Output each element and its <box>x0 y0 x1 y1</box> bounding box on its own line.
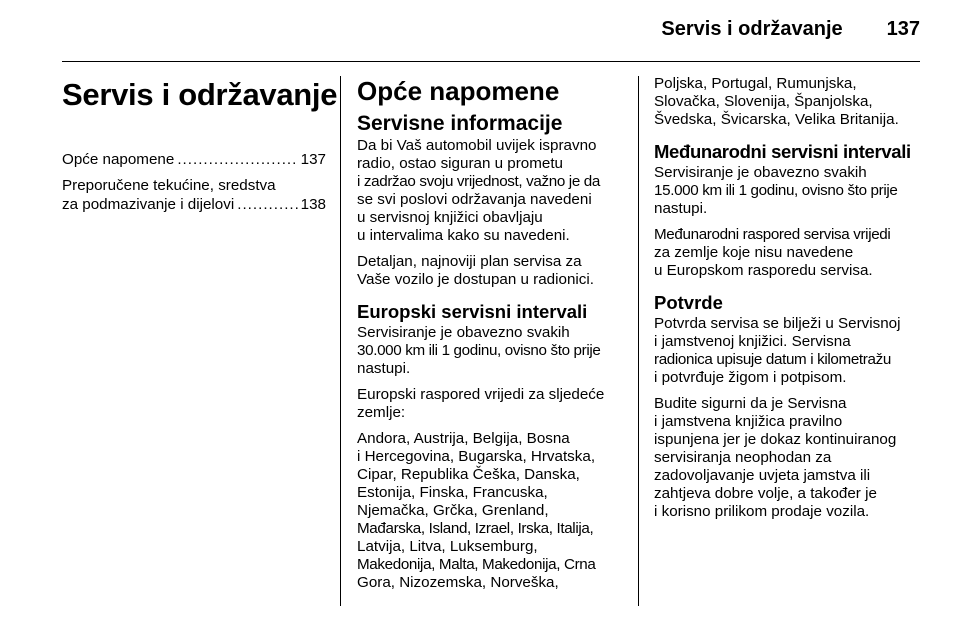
paragraph <box>357 253 623 289</box>
paragraph-country-list <box>357 430 623 592</box>
paragraph <box>654 226 922 280</box>
column-toc <box>62 70 338 221</box>
column-intervals-confirmations <box>654 75 922 529</box>
text-line: se svi poslovi održavanja navedeni <box>357 191 592 208</box>
text-line: Andora, Austrija, Belgija, Bosna <box>357 430 570 447</box>
toc-line <box>62 150 326 169</box>
text-line: Makedonija, Malta, Makedonija, Crna <box>357 556 596 573</box>
running-header-title: Servis i održavanje <box>661 18 843 40</box>
text-line: Estonija, Finska, Francuska, <box>357 484 548 501</box>
text-line: Budite sigurni da je Servisna <box>654 395 847 412</box>
text-line: Cipar, Republika Češka, Danska, <box>357 466 580 483</box>
text-line: i zadržao svoju vrijednost, važno je da <box>357 173 600 190</box>
heading-european-intervals: Europski servisni intervali <box>357 301 588 322</box>
paragraph <box>357 386 623 422</box>
toc-entry-page: 137 <box>300 151 326 168</box>
text-line: i Hercegovina, Bugarska, Hrvatska, <box>357 448 596 465</box>
text-line: Detaljan, najnoviji plan servisa za <box>357 253 582 270</box>
text-line: ispunjena jer je dokaz kontinuiranog <box>654 431 897 448</box>
running-header <box>661 18 920 41</box>
text-line: zemlje: <box>357 404 406 421</box>
text-line: Latvija, Litva, Luksemburg, <box>357 538 538 555</box>
text-line: u Europskom rasporedu servisa. <box>654 262 873 279</box>
toc-entry[interactable] <box>62 150 326 169</box>
paragraph <box>654 315 922 387</box>
text-line: zadovoljavanje uvjeta jamstva ili <box>654 467 871 484</box>
text-line: Gora, Nizozemska, Norveška, <box>357 574 559 591</box>
chapter-title: Servis i održavanje <box>62 77 338 112</box>
text-line: za zemlje koje nisu navedene <box>654 244 854 261</box>
column-divider-left <box>340 76 341 606</box>
page-number: 137 <box>886 18 920 40</box>
paragraph <box>654 164 922 218</box>
text-line: Mađarska, Island, Izrael, Irska, Italija, <box>357 520 594 537</box>
text-line: i jamstvenoj knjižici. Servisna <box>654 333 851 350</box>
toc-leader-dots <box>237 195 297 214</box>
text-line: Potvrda servisa se bilježi u Servisnoj <box>654 315 901 332</box>
text-line: radionica upisuje datum i kilometražu <box>654 351 891 368</box>
text-line: radio, ostao siguran u prometu <box>357 155 563 172</box>
text-line: i jamstvena knjižica pravilno <box>654 413 843 430</box>
text-line: 30.000 km ili 1 godinu, ovisno što prije <box>357 342 601 359</box>
text-line: Švedska, Švicarska, Velika Britanija. <box>654 111 899 128</box>
text-line: Međunarodni raspored servisa vrijedi <box>654 226 891 243</box>
text-line: Servisiranje je obavezno svakih <box>357 324 570 341</box>
text-line: nastupi. <box>357 360 411 377</box>
paragraph <box>357 324 623 378</box>
header-rule <box>62 61 920 62</box>
toc-entry-label: Opće napomene <box>62 151 175 168</box>
heading-confirmations: Potvrde <box>654 292 723 313</box>
paragraph <box>654 395 922 521</box>
text-line: Servisiranje je obavezno svakih <box>654 164 867 181</box>
paragraph-country-list-continued <box>654 75 922 129</box>
toc-entry-page: 138 <box>300 196 326 213</box>
text-line: Njemačka, Grčka, Grenland, <box>357 502 549 519</box>
table-of-contents <box>62 150 326 214</box>
toc-entry-label: za podmazivanje i dijelovi <box>62 196 235 213</box>
text-line: i korisno prilikom prodaje vozila. <box>654 503 870 520</box>
toc-entry-label: Preporučene tekućine, sredstva <box>62 177 276 194</box>
text-line: 15.000 km ili 1 godinu, ovisno što prije <box>654 182 898 199</box>
text-line: Vaše vozilo je dostupan u radionici. <box>357 271 594 288</box>
toc-entry[interactable] <box>62 176 326 214</box>
heading-international-intervals: Međunarodni servisni intervali <box>654 141 911 162</box>
text-line: Europski raspored vrijedi za sljedeće <box>357 386 605 403</box>
text-line: Da bi Vaš automobil uvijek ispravno <box>357 137 597 154</box>
section-title: Opće napomene <box>357 76 560 106</box>
text-line: Slovačka, Slovenija, Španjolska, <box>654 93 873 110</box>
text-line: i potvrđuje žigom i potpisom. <box>654 369 847 386</box>
text-line: Poljska, Portugal, Rumunjska, <box>654 75 857 92</box>
toc-line <box>62 195 326 214</box>
toc-line <box>62 176 326 195</box>
text-line: u intervalima kako su navedeni. <box>357 227 570 244</box>
text-line: zahtjeva dobre volje, a također je <box>654 485 877 502</box>
text-line: servisiranja neophodan za <box>654 449 832 466</box>
paragraph <box>357 137 623 245</box>
toc-leader-dots <box>177 150 297 169</box>
column-general-notes <box>357 70 623 600</box>
column-divider-right <box>638 76 639 606</box>
subsection-title: Servisne informacije <box>357 112 563 135</box>
text-line: u servisnoj knjižici obavljaju <box>357 209 543 226</box>
text-line: nastupi. <box>654 200 708 217</box>
